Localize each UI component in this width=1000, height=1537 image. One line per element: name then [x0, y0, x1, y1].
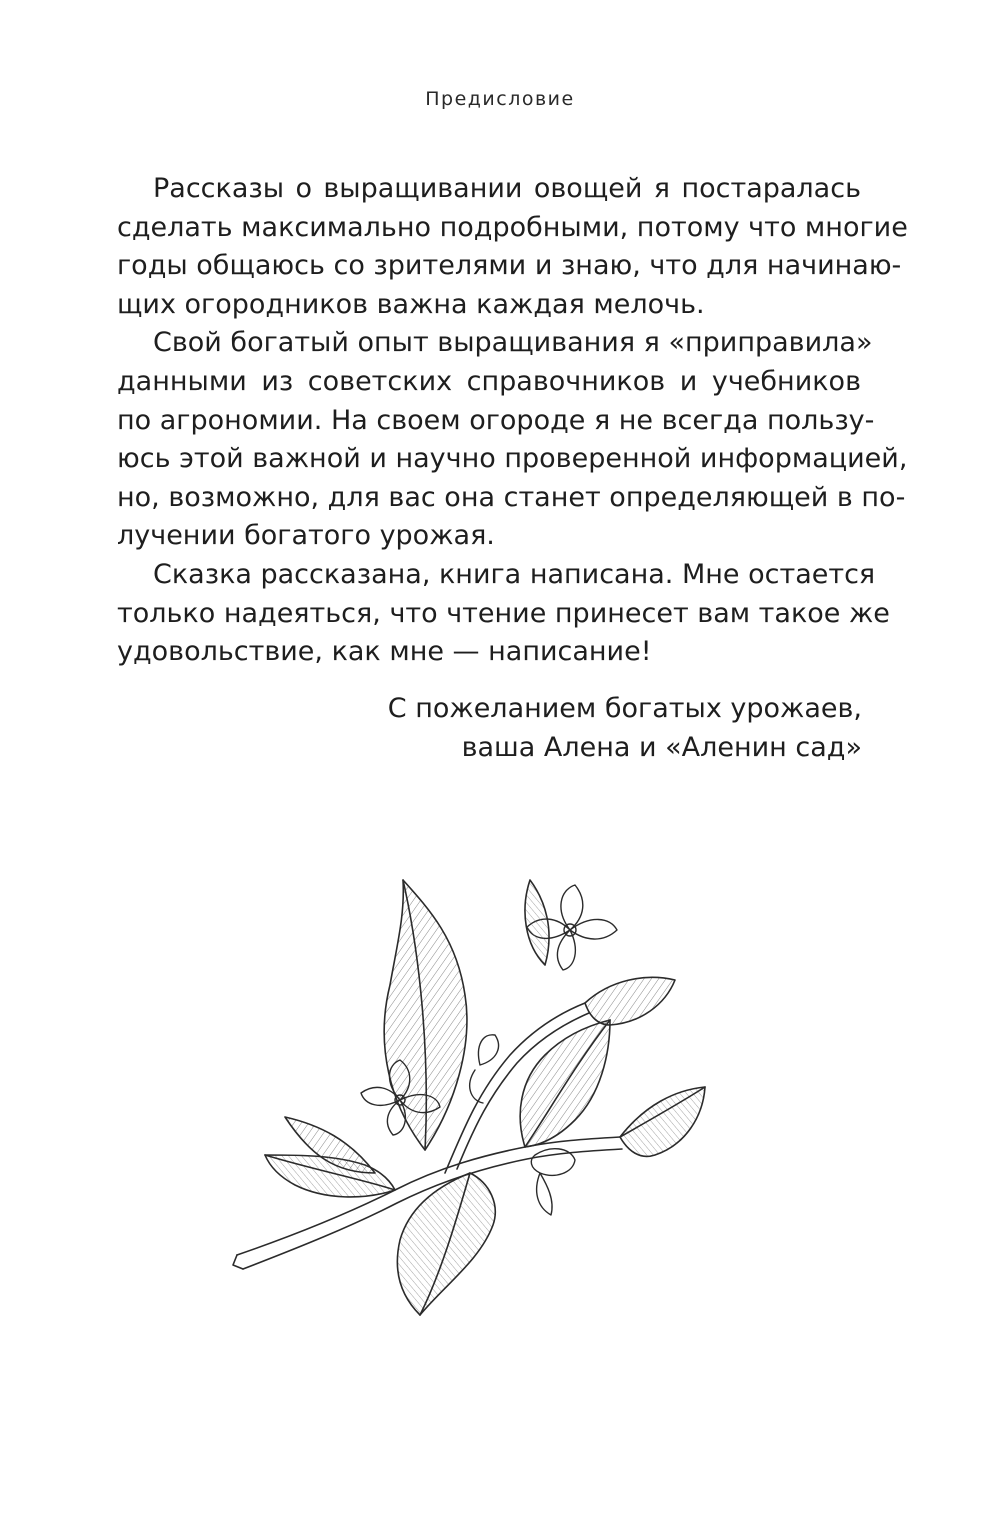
- leaf: [620, 1087, 705, 1156]
- paragraph-line: данными из советских справочников и учебников: [117, 365, 861, 397]
- paragraph-2: [117, 324, 908, 556]
- paragraph-line: только надеяться, что чтение принесет вам такое же: [117, 597, 890, 629]
- signature-line-1: С пожеланием богатых урожаев,: [387, 693, 862, 724]
- leaf: [525, 880, 549, 965]
- signature: [162, 690, 862, 767]
- signature-line-2: ваша Алена и «Аленин сад»: [461, 731, 862, 763]
- leaf: [585, 977, 675, 1025]
- paragraph-line: юсь этой важной и научно проверенной информацией,: [117, 443, 908, 475]
- flower-bud: [531, 1149, 575, 1215]
- paragraph-line: Сказка рассказана, книга написана. Мне остается: [153, 558, 876, 590]
- flowering-branch-illustration: [225, 855, 725, 1325]
- running-head: Предисловие: [425, 88, 575, 110]
- paragraph-line: по агрономии. На своем огороде я не всегда пользу-: [117, 404, 875, 436]
- paragraph-line: но, возможно, для вас она станет определяющей в по-: [117, 481, 906, 513]
- paragraph-line: сделать максимально подробными, потому что многие: [117, 211, 908, 243]
- paragraph-line: Свой богатый опыт выращивания я «приправила»: [153, 327, 873, 359]
- paragraph-line: лучении богатого урожая.: [117, 520, 495, 552]
- paragraph-line: годы общаюсь со зрителями и знаю, что для начинаю-: [117, 250, 902, 282]
- paragraph-line: удовольствие, как мне — написание!: [117, 636, 652, 668]
- stem-cut: [233, 1255, 243, 1269]
- body-text: [117, 170, 908, 672]
- leaf: [397, 1173, 495, 1315]
- paragraph-line: Рассказы о выращивании овощей я постаралась: [153, 173, 861, 204]
- paragraph-line: щих огородников важна каждая мелочь.: [117, 288, 705, 320]
- paragraph-1: [117, 170, 908, 324]
- paragraph-3: [117, 556, 890, 672]
